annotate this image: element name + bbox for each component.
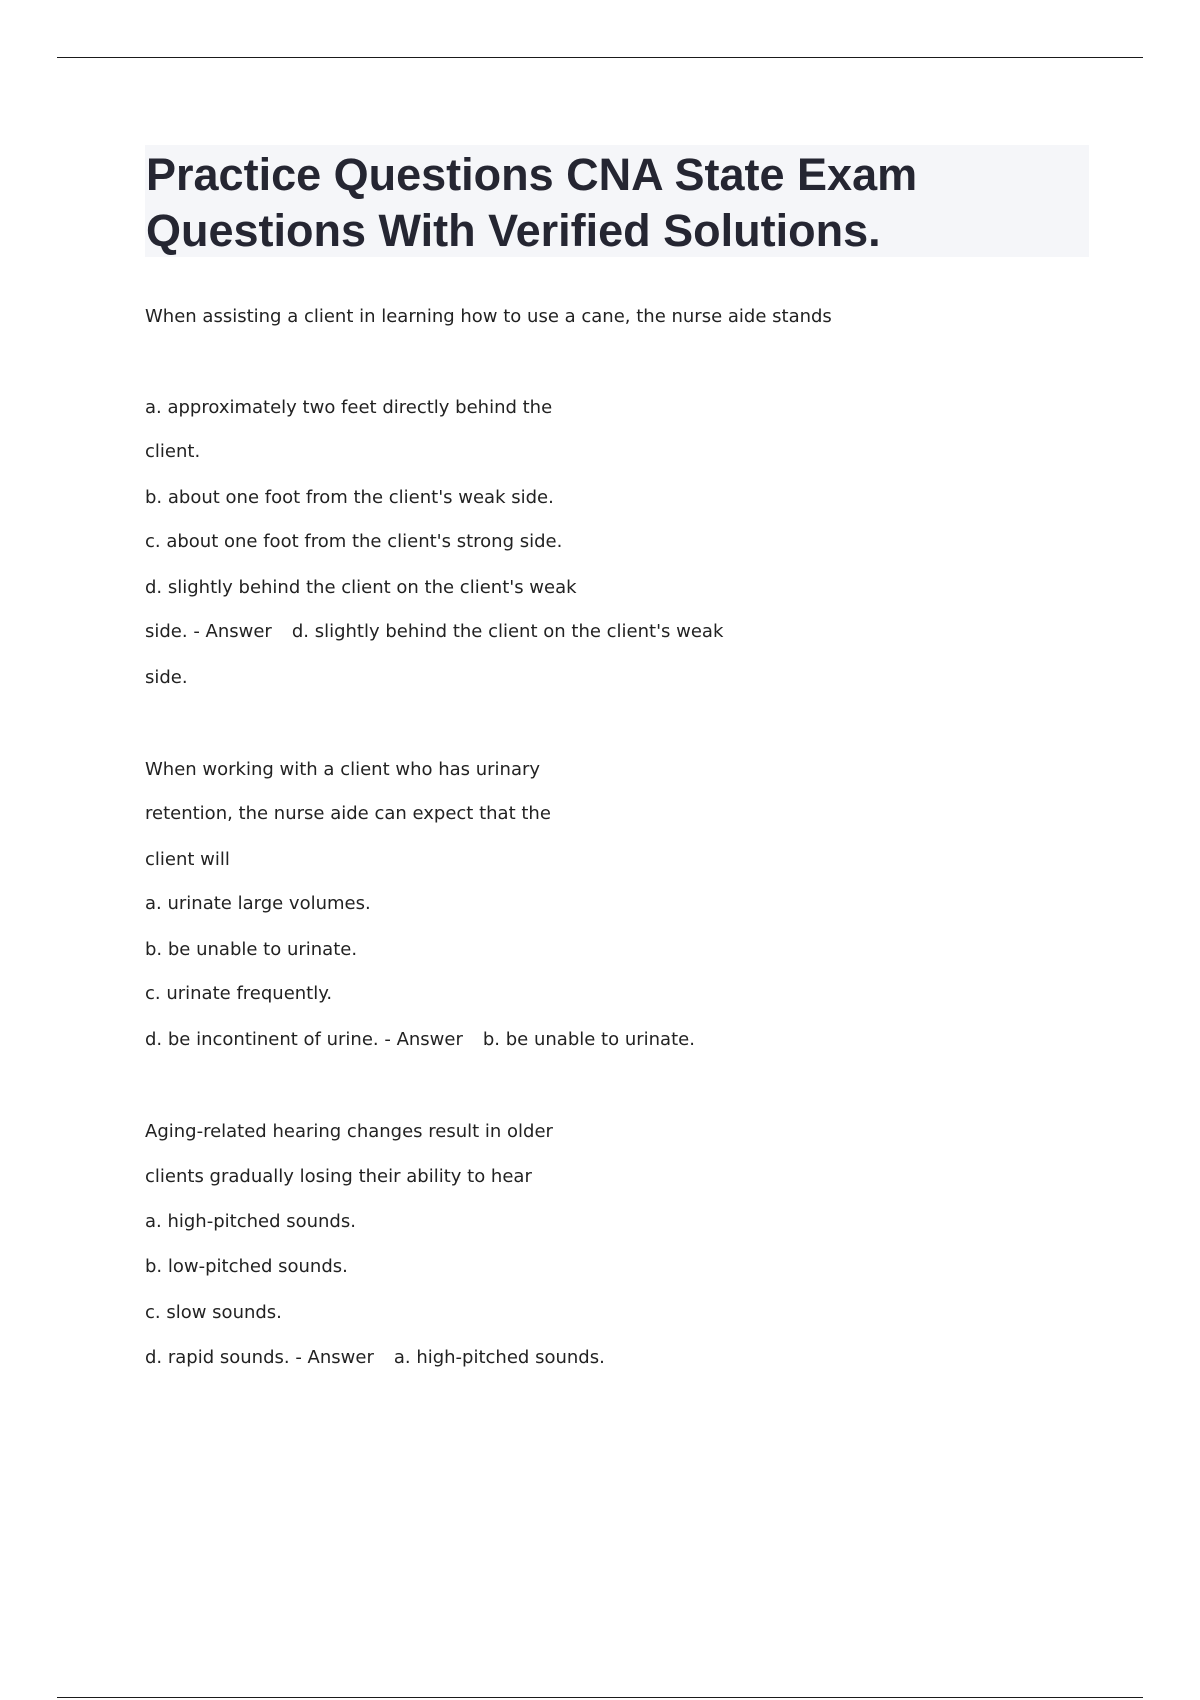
header-rule [57,57,1143,58]
question-3-stem-line-1: Aging-related hearing changes result in older [145,1121,553,1142]
question-1-option-a: a. approximately two feet directly behind the [145,397,553,418]
answer-text: a. high-pitched sounds. [393,1347,605,1368]
answer-label: d. rapid sounds. - Answer [145,1347,374,1368]
question-2-option-a: a. urinate large volumes. [145,893,371,914]
answer-text: b. be unable to urinate. [482,1029,695,1050]
question-3-option-a: a. high-pitched sounds. [145,1211,356,1232]
question-3-stem-line-2: clients gradually losing their ability to hear [145,1166,532,1187]
answer-label: side. - Answer [145,621,272,642]
question-1-stem: When assisting a client in learning how to use a cane, the nurse aide stands [145,306,832,327]
question-2-option-b: b. be unable to urinate. [145,939,358,960]
question-2-option-c: c. urinate frequently. [145,983,333,1004]
question-2-stem-line-2: retention, the nurse aide can expect that the [145,803,551,824]
question-2-answer [145,1028,695,1052]
question-3-option-c: c. slow sounds. [145,1302,282,1323]
question-2-stem-line-3: client will [145,849,230,870]
footer-rule [57,1697,1143,1698]
question-1-option-c: c. about one foot from the client's strong side. [145,531,563,552]
question-1-answer-cont: side. [145,667,188,688]
question-1-option-b: b. about one foot from the client's weak side. [145,487,554,508]
question-3-answer [145,1346,605,1370]
question-1-option-a-cont: client. [145,441,201,462]
question-2-stem-line-1: When working with a client who has urinary [145,759,541,780]
question-1-answer [145,620,723,644]
question-1-option-d: d. slightly behind the client on the client's weak [145,577,577,598]
document-title-line-1: Practice Questions CNA State Exam [146,149,918,200]
answer-label: d. be incontinent of urine. - Answer [145,1029,463,1050]
question-3-option-b: b. low-pitched sounds. [145,1256,348,1277]
answer-text: d. slightly behind the client on the client's weak [291,621,724,642]
document-title-line-2: Questions With Verified Solutions. [146,205,881,256]
